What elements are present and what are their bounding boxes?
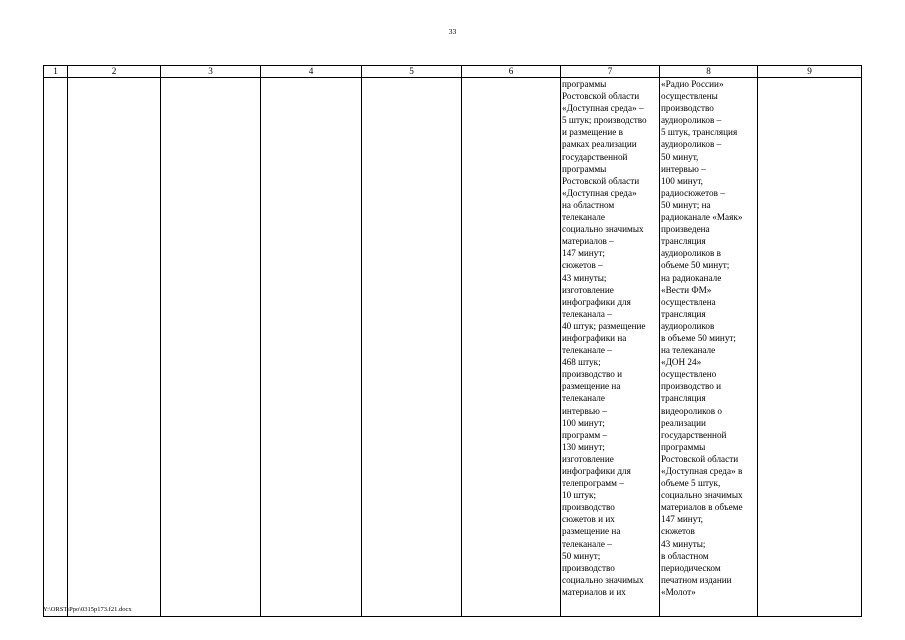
table-row: [44, 78, 862, 617]
column-header: 2: [68, 66, 161, 78]
column-header: 8: [660, 66, 758, 78]
cell-text-col7: программы Ростовской области «Доступная среда» – 5 штук; производство и размещение в рамках реализации государственной программы Ростовской области «Доступная среда» на областном телеканале социально значимых материалов – 147 минут; сюжетов – 43 минуты; изготовление инфографики для телеканала – 40 штук; размещение инфографики на телеканале – 468 штук; производство и размещение на телеканале интервью – 100 минут; программ – 130 минут; изготовление инфографики для телепрограмм – 10 штук; производство сюжетов и их размещение на телеканале – 50 минут; производство социально значимых материалов и их: [562, 79, 647, 597]
footer-file-path: Y:\ORST\Ppo\0315p173.f21.docx: [43, 606, 132, 613]
table-cell-col9: [758, 78, 862, 617]
column-header: 5: [362, 66, 462, 78]
column-header: 3: [161, 66, 261, 78]
table-cell-col8: [660, 78, 758, 617]
table-cell-col7: [561, 78, 660, 617]
table-cell-col6: [462, 78, 561, 617]
table-cell-col2: [68, 78, 161, 617]
table-cell-col4: [261, 78, 362, 617]
column-header: 4: [261, 66, 362, 78]
page-number: 33: [448, 27, 457, 36]
table-header-row: [44, 66, 862, 78]
column-header: 7: [561, 66, 660, 78]
document-table: [43, 65, 862, 617]
table-cell-col5: [362, 78, 462, 617]
table-cell-col3: [161, 78, 261, 617]
column-header: 9: [758, 66, 862, 78]
column-header: 6: [462, 66, 561, 78]
cell-text-col8: «Радио России» осуществлены производство аудиороликов – 5 штук, трансляция аудиороликов – 50 минут, интервью – 100 минут, радиосюжетов – 50 минут; на радиоканале «Маяк» произведена трансляция аудиороликов в объеме 50 минут; на радиоканале «Вести ФМ» осуществлена трансляция аудиороликов в объеме 50 минут; на телеканале «ДОН 24» осуществлено производство и трансляция видеороликов о реализации государственной программы Ростовской области «Доступная среда» в объеме 5 штук, социально значимых материалов в объеме 147 минут, сюжетов 43 минуты; в областном периодическом печатном издании «Молот»: [661, 79, 743, 597]
table-cell-col1: [44, 78, 68, 617]
column-header: 1: [44, 66, 68, 78]
